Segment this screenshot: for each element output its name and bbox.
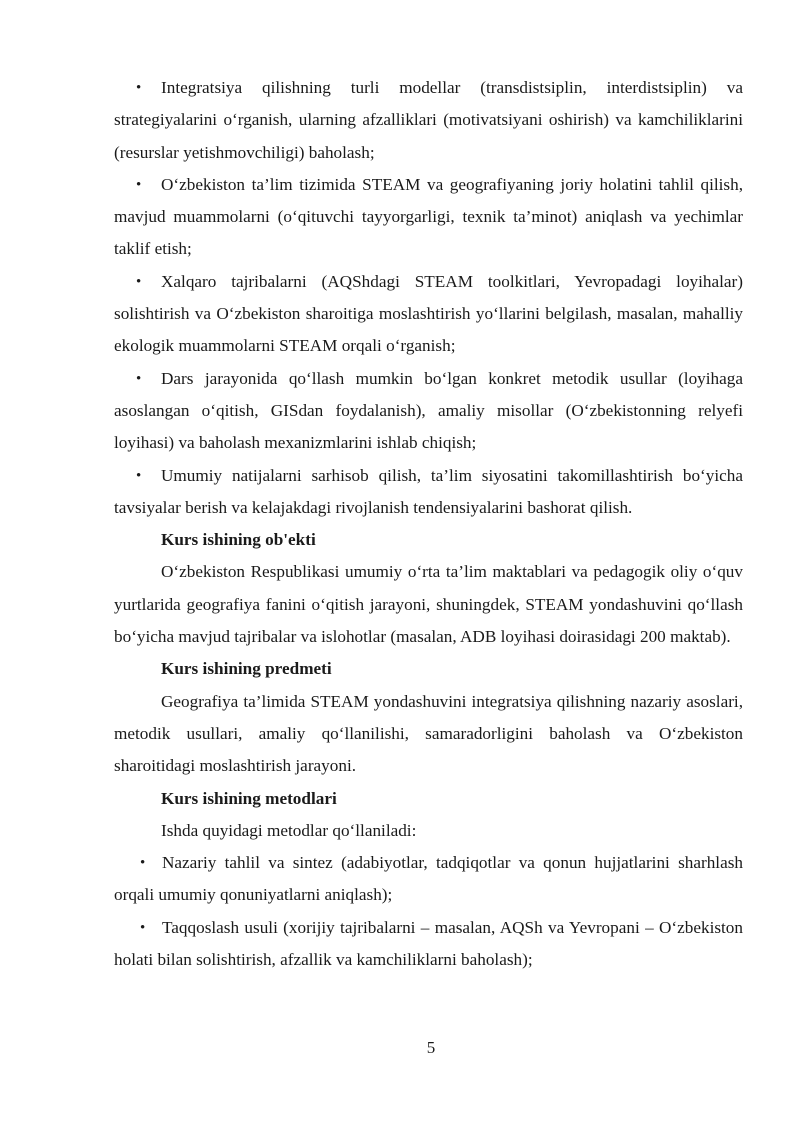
objective-item [114,266,743,363]
subject-paragraph: Geografiya ta’limida STEAM yondashuvini integratsiya qilishning nazariy asoslari, metodik usullari, amaliy qo‘llanilishi, samaradorligini baholash va O‘zbekiston sharoitidagi moslashtirish jarayoni. [114,691,743,776]
bullet-icon: • [136,273,142,290]
objective-text: Umumiy natijalarni sarhisob qilish, ta’lim siyosatini takomillashtirish bo‘yicha tavsiyalar berish va kelajakdagi rivojlanish tendensiyalarini bashorat qilish. [114,465,743,517]
bullet-icon: • [136,176,142,193]
objective-item [114,169,743,266]
method-text: Nazariy tahlil va sintez (adabiyotlar, tadqiqotlar va qonun hujjatlarini sharhlash orqali umumiy qonuniyatlarni aniqlash); [114,853,743,905]
objective-item [114,460,743,525]
bullet-icon: • [136,467,142,484]
method-item [114,912,743,977]
objective-text: Xalqaro tajribalarni (AQShdagi STEAM toolkitlari, Yevropadagi loyihalar) solishtirish va O‘zbekiston sharoitiga moslashtirish yo‘llarini belgilash, masalan, mahalliy ekologik muammolarni STEAM orqali o‘rganish; [114,271,743,356]
methods-heading: Kurs ishining metodlari [161,788,337,808]
bullet-icon: • [136,80,142,96]
document-page [114,72,743,976]
objective-text: O‘zbekiston ta’lim tizimida STEAM va geografiyaning joriy holatini tahlil qilish, mavjud muammolarni (o‘qituvchi tayyorgarligi, texnik ta’minot) aniqlash va yechimlar taklif etish; [114,174,743,259]
objective-item [114,72,743,169]
bullet-icon: • [136,370,142,387]
object-heading: Kurs ishining ob'ekti [161,530,316,550]
object-paragraph: O‘zbekiston Respublikasi umumiy o‘rta ta’lim maktablari va pedagogik oliy o‘quv yurtlarida geografiya fanini o‘qitish jarayoni, shuningdek, STEAM yondashuvini qo‘llash bo‘yicha mavjud tajribalar va islohotlar (masalan, ADB loyihasi doirasidagi 200 maktab). [114,562,743,647]
objective-text: Dars jarayonida qo‘llash mumkin bo‘lgan konkret metodik usullar (loyihaga asoslangan o‘qitish, GISdan foydalanish), amaliy misollar (O‘zbekistonning relyefi loyihasi) va baholash mexanizmlarini ishlab chiqish; [114,368,743,453]
method-text: Taqqoslash usuli (xorijiy tajribalarni – masalan, AQSh va Yevropani – O‘zbekiston holati bilan solishtirish, afzallik va kamchiliklarni baholash); [114,917,743,970]
page-number: 5 [426,1038,436,1057]
subject-heading: Kurs ishining predmeti [161,659,332,679]
objective-item [114,363,743,460]
bullet-icon: • [140,919,146,936]
method-item [114,847,743,912]
bullet-icon: • [140,855,146,872]
methods-intro: Ishda quyidagi metodlar qo‘llaniladi: [161,820,417,840]
objective-text: Integratsiya qilishning turli modellar (transdistsiplin, interdistsiplin) va strategiyalarini o‘rganish, ularning afzalliklari (motivatsiyani oshirish) va kamchiliklarini (resurslar yetishmovchiligi) baholash; [114,78,743,162]
